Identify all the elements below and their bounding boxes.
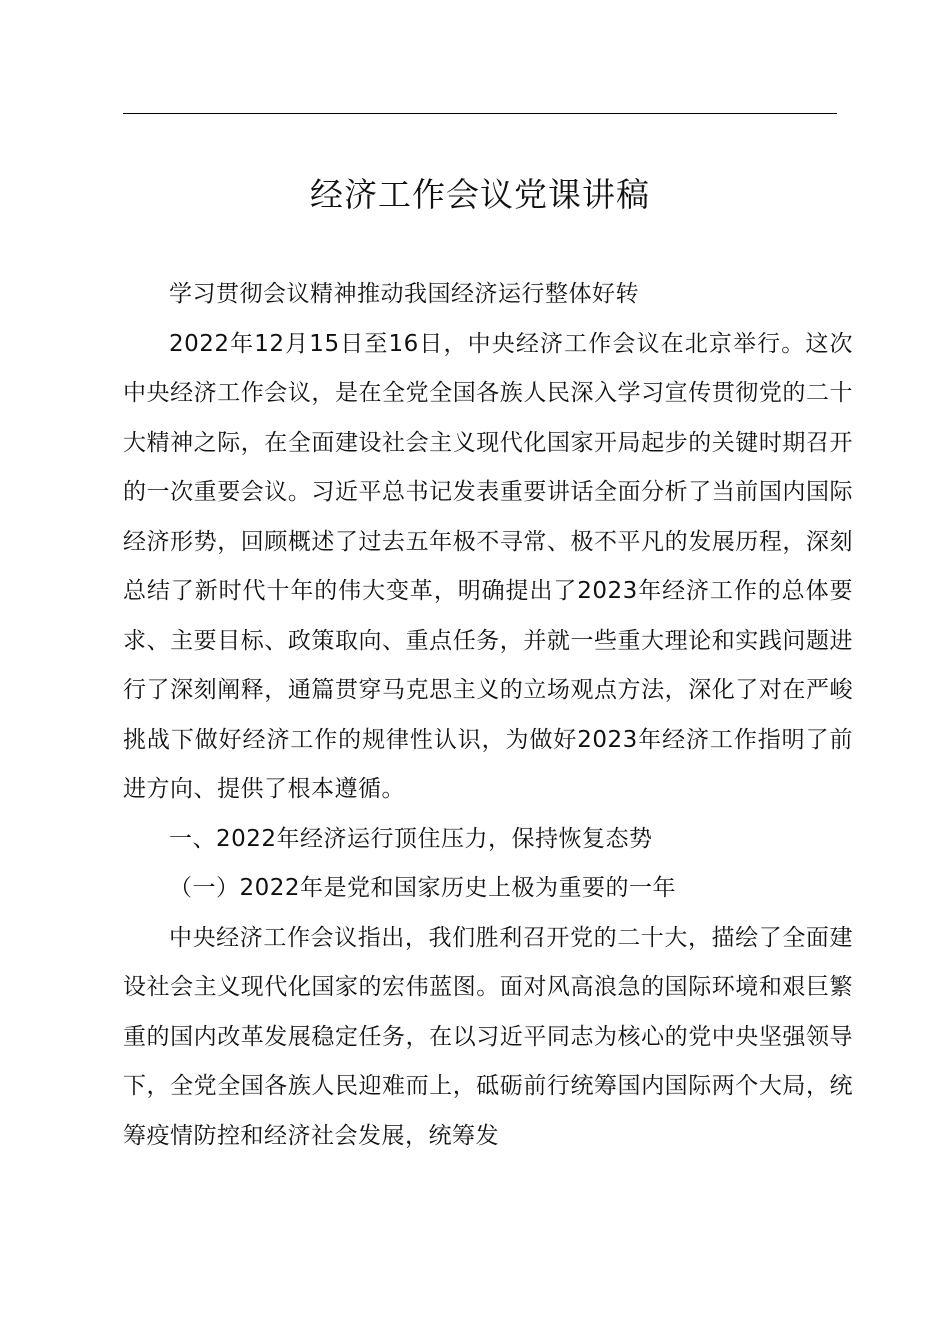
- subtitle-paragraph: 学习贯彻会议精神推动我国经济运行整体好转: [169, 281, 639, 307]
- header-rule: [123, 113, 837, 114]
- body-paragraph: 中央经济工作会议指出，我们胜利召开党的二十大，描绘了全面建设社会主义现代化国家的宏伟蓝图。面对风高浪急的国际环境和艰巨繁重的国内改革发展稳定任务，在以习近平同志为核心的党中央坚强领导下，全党全国各族人民迎难而上，砥砺前行统筹国内国际两个大局，统筹疫情防控和经济社会发展，统筹发: [123, 924, 853, 1149]
- subsection-heading: （一）2022年是党和国家历史上极为重要的一年: [169, 875, 677, 901]
- section-heading: 一、2022年经济运行顶住压力，保持恢复态势: [169, 825, 653, 852]
- body-paragraph: 2022年12月15日至16日，中央经济工作会议在北京举行。这次中央经济工作会议，是在全党全国各族人民深入学习宣传贯彻党的二十大精神之际，在全面建设社会主义现代化国家开局起步的关键时期召开的一次重要会议。习近平总书记发表重要讲话全面分析了当前国内国际经济形势，回顾概述了过去五年极不寻常、极不平凡的发展历程，深刻总结了新时代十年的伟大变革，明确提出了2023年经济工作的总体要求、主要目标、政策取向、重点任务，并就一些重大理论和实践问题进行了深刻阐释，通篇贯穿马克思主义的立场观点方法，深化了对在严峻挑战下做好经济工作的规律性认识，为做好2023年经济工作指明了前进方向、提供了根本遵循。: [123, 330, 853, 802]
- document-title: 经济工作会议党课讲稿: [310, 175, 650, 214]
- document-body: [123, 270, 853, 1161]
